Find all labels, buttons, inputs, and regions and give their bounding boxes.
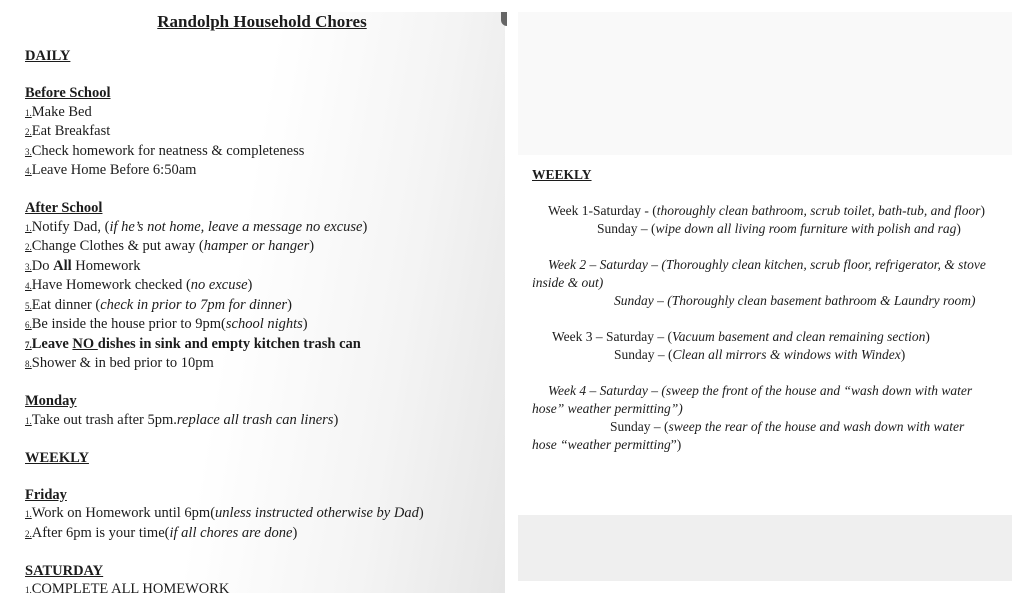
item-note: if he’s not home, leave a message no excuse bbox=[109, 218, 363, 235]
daily-heading: DAILY bbox=[25, 48, 71, 64]
item-text: Shower & in bed prior to 10pm bbox=[31, 355, 214, 371]
chore-text: wipe down all living room furniture with polish and rag bbox=[655, 221, 957, 236]
week-2-block bbox=[532, 256, 992, 310]
chore-text: thoroughly clean bathroom, scrub toilet, bath-tub, and floor bbox=[656, 203, 981, 218]
list-item bbox=[25, 276, 505, 296]
item-emphasis: All bbox=[53, 257, 72, 274]
item-note: no excuse bbox=[190, 277, 248, 293]
chore-tail: ) bbox=[925, 329, 930, 344]
item-emphasis: NO bbox=[72, 335, 98, 352]
item-text: Be inside the house prior to 9pm( bbox=[31, 316, 226, 332]
chore-tail: ) bbox=[956, 221, 961, 236]
week-label: Week 3 – Saturday – ( bbox=[552, 329, 673, 344]
item-tail: ) bbox=[292, 524, 298, 541]
right-page-blank-top bbox=[518, 12, 1012, 155]
list-item bbox=[25, 103, 505, 123]
before-school-heading: Before School bbox=[25, 85, 111, 101]
list-item bbox=[25, 296, 505, 316]
item-text: Leave bbox=[31, 335, 73, 352]
week-3-sunday bbox=[532, 346, 992, 364]
item-tail: ) bbox=[287, 296, 292, 313]
list-item bbox=[25, 504, 505, 524]
item-number: 8. bbox=[25, 359, 32, 369]
chore-text: Clean all mirrors & windows with Windex bbox=[672, 347, 901, 362]
item-number: 1. bbox=[25, 415, 32, 426]
before-school-list bbox=[25, 103, 505, 181]
item-number: 7. bbox=[25, 339, 32, 350]
item-number: 1. bbox=[25, 585, 32, 593]
left-page bbox=[12, 12, 505, 593]
item-text: Take out trash after 5pm. bbox=[31, 411, 177, 428]
item-number: 6. bbox=[25, 320, 32, 330]
item-note: replace all trash can liners bbox=[176, 411, 334, 428]
item-text: Check homework for neatness & completeness bbox=[31, 142, 305, 159]
item-text: Eat dinner ( bbox=[31, 296, 101, 313]
chore-text: sweep the rear of the house and wash down with water hose “weather permitting bbox=[532, 419, 965, 452]
week-label: Sunday – ( bbox=[614, 347, 673, 362]
item-text: Leave Home Before 6:50am bbox=[31, 162, 197, 178]
item-note: check in prior to 7pm for dinner bbox=[100, 296, 288, 313]
item-text: Do bbox=[31, 257, 54, 274]
item-number: 2. bbox=[25, 528, 32, 539]
friday-heading: Friday bbox=[25, 486, 67, 503]
chore-tail: ) bbox=[900, 347, 906, 362]
document-title: Randolph Household Chores bbox=[157, 12, 367, 31]
left-page-content bbox=[25, 47, 505, 593]
item-text: Change Clothes & put away ( bbox=[31, 238, 204, 254]
chore-tail: ”) bbox=[670, 437, 682, 452]
week-2-saturday: Week 2 – Saturday – (Thoroughly clean kitchen, scrub floor, refrigerator, & stove inside & out) bbox=[532, 257, 986, 290]
chore-tail: ) bbox=[980, 203, 985, 218]
item-number: 4. bbox=[25, 166, 32, 176]
week-4-saturday: Week 4 – Saturday – (sweep the front of the house and “wash down with water hose” weather permitting”) bbox=[532, 383, 973, 416]
right-page-blank-bottom bbox=[518, 515, 1012, 581]
list-item bbox=[25, 354, 505, 374]
item-number: 3. bbox=[25, 146, 32, 157]
item-text: Notify Dad, ( bbox=[31, 218, 110, 235]
after-school-list bbox=[25, 218, 505, 374]
item-text: Eat Breakfast bbox=[31, 123, 111, 139]
right-page bbox=[518, 155, 1012, 515]
item-number: 1. bbox=[25, 222, 32, 233]
item-number: 2. bbox=[25, 242, 32, 252]
item-tail: Homework bbox=[71, 257, 141, 274]
saturday-heading: SATURDAY bbox=[25, 562, 104, 579]
item-tail: ) bbox=[247, 277, 253, 293]
item-text: Have Homework checked ( bbox=[31, 277, 191, 293]
week-2-sunday: Sunday – (Thoroughly clean basement bathroom & Laundry room) bbox=[614, 293, 976, 308]
week-label: Sunday – ( bbox=[610, 419, 669, 434]
week-1-block bbox=[532, 202, 992, 238]
item-note: if all chores are done bbox=[169, 524, 293, 541]
item-number: 1. bbox=[25, 509, 32, 519]
list-item bbox=[25, 580, 505, 593]
list-item bbox=[25, 335, 505, 355]
item-text: COMPLETE ALL HOMEWORK bbox=[31, 581, 230, 593]
item-tail: dishes in sink and empty kitchen trash can bbox=[97, 335, 361, 352]
item-number: 4. bbox=[25, 281, 32, 291]
chore-text: Vacuum basement and clean remaining section bbox=[672, 329, 926, 344]
monday-heading: Monday bbox=[25, 393, 77, 409]
list-item bbox=[25, 257, 505, 277]
item-note: hamper or hanger bbox=[203, 238, 310, 254]
list-item bbox=[25, 122, 505, 142]
list-item bbox=[25, 237, 505, 257]
weekly-heading-left: WEEKLY bbox=[25, 449, 89, 466]
weekly-heading-right: WEEKLY bbox=[532, 167, 592, 182]
item-tail: ) bbox=[333, 411, 339, 428]
item-tail: ) bbox=[418, 505, 424, 521]
week-4-block bbox=[532, 382, 992, 454]
item-note: school nights bbox=[225, 316, 303, 332]
item-text: Make Bed bbox=[31, 103, 92, 120]
list-item bbox=[25, 524, 505, 544]
week-label: Sunday – ( bbox=[597, 221, 656, 236]
week-1-saturday bbox=[532, 202, 992, 220]
after-school-heading: After School bbox=[25, 200, 103, 216]
week-label: Week 1-Saturday - ( bbox=[548, 203, 657, 218]
list-item bbox=[25, 142, 505, 162]
right-page-content bbox=[532, 166, 992, 472]
list-item bbox=[25, 411, 505, 431]
week-1-sunday bbox=[532, 220, 992, 238]
week-3-saturday bbox=[532, 328, 992, 346]
item-tail: ) bbox=[302, 316, 308, 332]
list-item bbox=[25, 161, 505, 181]
item-number: 1. bbox=[25, 107, 32, 118]
item-text: Work on Homework until 6pm( bbox=[31, 505, 216, 521]
list-item bbox=[25, 218, 505, 238]
item-number: 5. bbox=[25, 300, 32, 311]
item-number: 2. bbox=[25, 127, 32, 137]
item-text: After 6pm is your time( bbox=[31, 524, 170, 541]
list-item bbox=[25, 315, 505, 335]
item-tail: ) bbox=[309, 238, 315, 254]
item-note: unless instructed otherwise by Dad bbox=[215, 505, 419, 521]
week-3-block bbox=[532, 328, 992, 364]
item-number: 3. bbox=[25, 261, 32, 272]
week-4-sunday bbox=[532, 418, 992, 454]
item-tail: ) bbox=[362, 218, 368, 235]
